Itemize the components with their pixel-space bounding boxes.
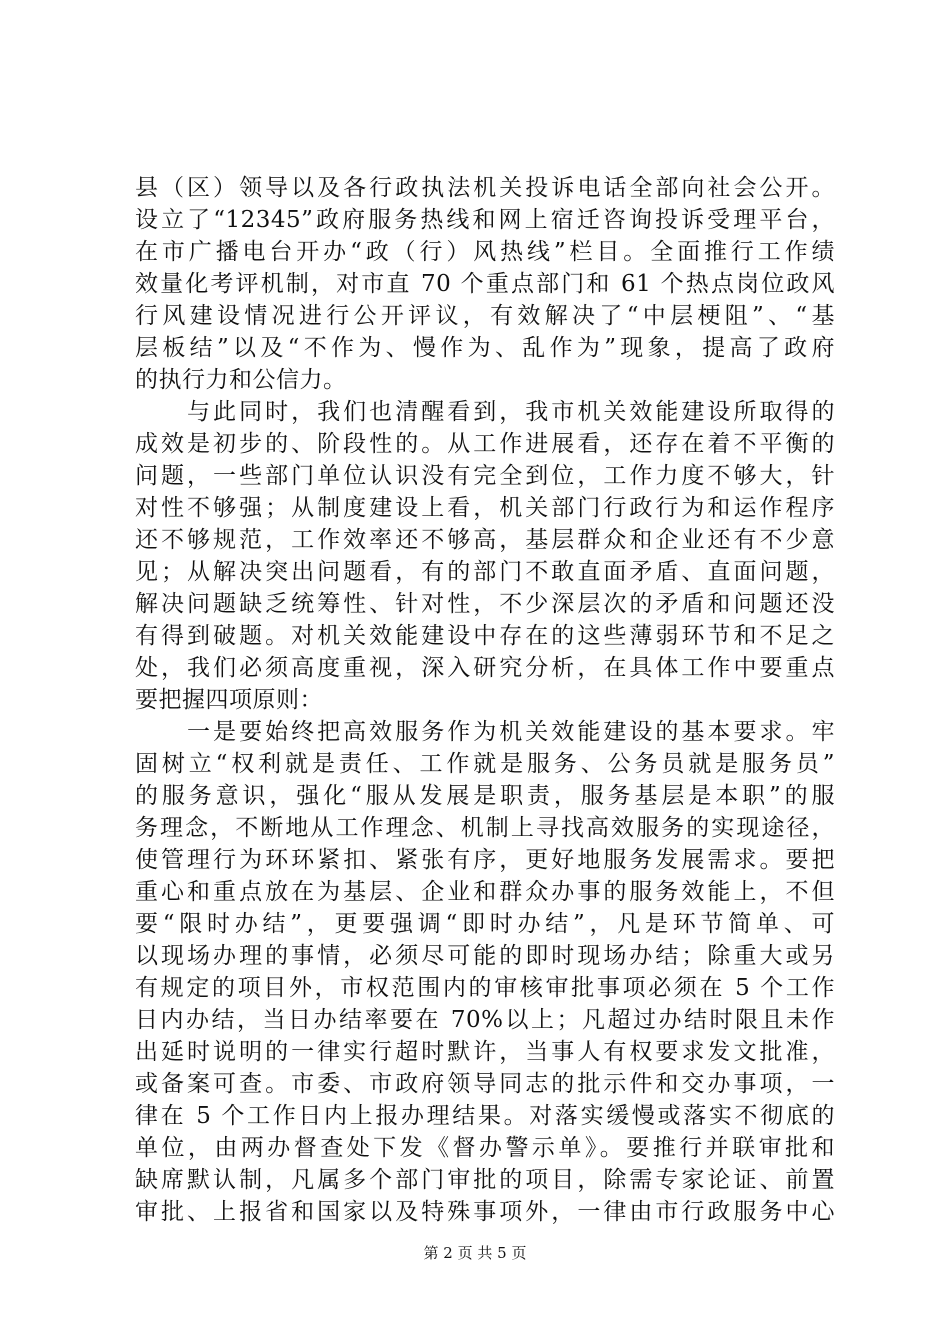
text-line: 要把握四项原则： xyxy=(135,687,323,713)
text-line: 处，我们必须高度重视，深入研究分析，在具体工作中要重点 xyxy=(135,655,835,681)
text-line: 有得到破题。对机关效能建设中存在的这些薄弱环节和不足之 xyxy=(135,623,835,649)
text-line: 解决问题缺乏统筹性、针对性，不少深层次的矛盾和问题还没 xyxy=(135,591,835,617)
text-line: 单位，由两办督查处下发《督办警示单》。要推行并联审批和 xyxy=(135,1135,835,1161)
text-line: 在市广播电台开办“政（行）风热线”栏目。全面推行工作绩 xyxy=(135,239,835,265)
text-line: 对性不够强；从制度建设上看，机关部门行政行为和运作程序 xyxy=(135,495,835,521)
page-footer: 第 2 页 共 5 页 xyxy=(423,1244,527,1262)
text-line: 使管理行为环环紧扣、紧张有序，更好地服务发展需求。要把 xyxy=(135,847,835,873)
text-line: 律在 5 个工作日内上报办理结果。对落实缓慢或落实不彻底的 xyxy=(135,1103,835,1129)
text-line: 以现场办理的事情，必须尽可能的即时现场办结；除重大或另 xyxy=(135,943,835,969)
text-line: 审批、上报省和国家以及特殊事项外，一律由市行政服务中心 xyxy=(135,1199,835,1225)
text-line: 问题，一些部门单位认识没有完全到位，工作力度不够大，针 xyxy=(135,463,835,489)
text-line: 的服务意识，强化“服从发展是职责，服务基层是本职”的服 xyxy=(135,783,835,809)
document-body xyxy=(135,172,835,1228)
text-line: 务理念，不断地从工作理念、机制上寻找高效服务的实现途径， xyxy=(135,815,835,841)
text-line: 要“限时办结”，更要强调“即时办结”，凡是环节简单、可 xyxy=(135,911,835,937)
text-line: 出延时说明的一律实行超时默许，当事人有权要求发文批准， xyxy=(135,1039,835,1065)
text-line: 与此同时，我们也清醒看到，我市机关效能建设所取得的 xyxy=(135,399,835,425)
text-line: 还不够规范，工作效率还不够高，基层群众和企业还有不少意 xyxy=(135,527,835,553)
text-line: 日内办结，当日办结率要在 70%以上；凡超过办结时限且未作 xyxy=(135,1007,835,1033)
text-line: 有规定的项目外，市权范围内的审核审批事项必须在 5 个工作 xyxy=(135,975,835,1001)
text-line: 重心和重点放在为基层、企业和群众办事的服务效能上，不但 xyxy=(135,879,835,905)
text-line: 一是要始终把高效服务作为机关效能建设的基本要求。牢 xyxy=(135,719,835,745)
text-line: 见；从解决突出问题看，有的部门不敢直面矛盾、直面问题， xyxy=(135,559,835,585)
text-line: 效量化考评机制，对市直 70 个重点部门和 61 个热点岗位政风 xyxy=(135,271,835,297)
text-line: 成效是初步的、阶段性的。从工作进展看，还存在着不平衡的 xyxy=(135,431,835,457)
text-line: 缺席默认制，凡属多个部门审批的项目，除需专家论证、前置 xyxy=(135,1167,835,1193)
text-line: 县（区）领导以及各行政执法机关投诉电话全部向社会公开。 xyxy=(135,175,835,201)
text-line: 或备案可查。市委、市政府领导同志的批示件和交办事项，一 xyxy=(135,1071,835,1097)
text-line: 的执行力和公信力。 xyxy=(135,367,347,393)
text-line: 层板结”以及“不作为、慢作为、乱作为”现象，提高了政府 xyxy=(135,335,835,361)
text-line: 设立了“12345”政府服务热线和网上宿迁咨询投诉受理平台， xyxy=(135,207,835,233)
text-line: 固树立“权利就是责任、工作就是服务、公务员就是服务员” xyxy=(135,751,835,777)
text-line: 行风建设情况进行公开评议，有效解决了“中层梗阻”、“基 xyxy=(135,303,835,329)
